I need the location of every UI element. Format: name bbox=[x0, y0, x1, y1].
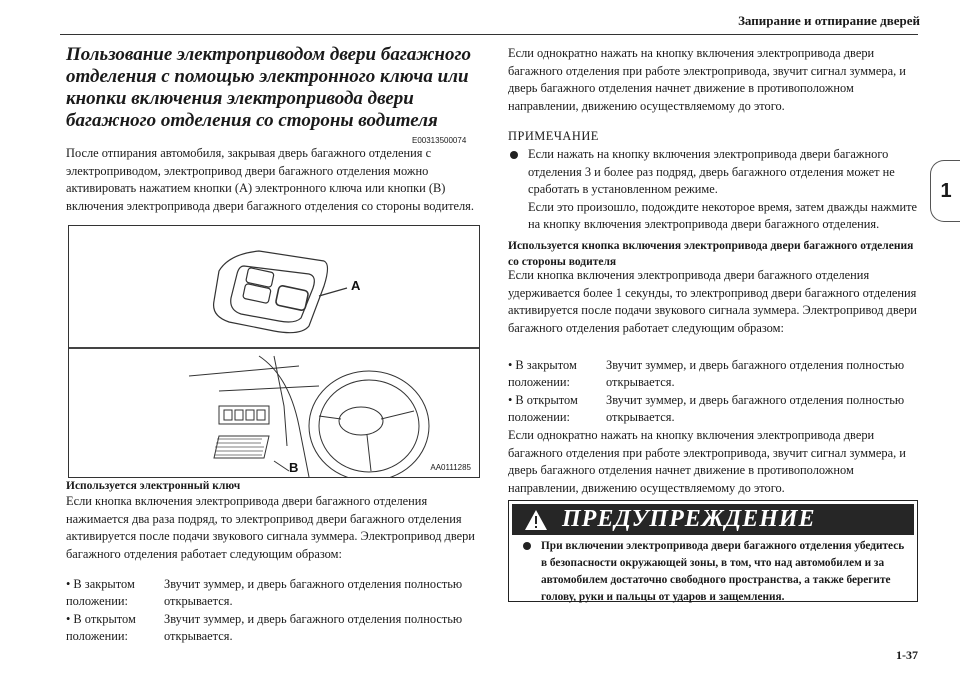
figure-divider bbox=[69, 347, 479, 349]
table-row bbox=[66, 611, 486, 644]
reverse-paragraph-2: Если однократно нажать на кнопку включения электропривода двери багажного отделения при работе электропривода, звучит сигнал зуммера, и дверь багажного отделения начнет движение в противоположном направлении, движению осуществляемому до этого. bbox=[508, 428, 906, 495]
warning-triangle-icon bbox=[524, 508, 548, 532]
note-text: Если это произошло, подождите некоторое время, затем дважды нажмите на кнопку включения электропривода двери багажного отделения. bbox=[528, 199, 917, 232]
table-row bbox=[66, 576, 486, 609]
warning-header bbox=[512, 504, 914, 535]
note-body bbox=[510, 146, 918, 234]
table-row bbox=[508, 357, 918, 390]
figure-code: AA0111285 bbox=[430, 463, 471, 472]
table-cell-action: Звучит зуммер, и дверь багажного отделения полностью открывается. bbox=[164, 577, 463, 608]
table-cell-state: • В закрытом положении: bbox=[508, 358, 577, 389]
header-rule bbox=[60, 34, 918, 35]
running-header: Запирание и отпирание дверей bbox=[738, 13, 920, 28]
table-cell-state: • В открытом положении: bbox=[66, 612, 136, 643]
bullet-icon bbox=[523, 542, 531, 550]
page-number: 1-37 bbox=[896, 648, 918, 662]
table-row bbox=[508, 392, 918, 425]
subheading-electronic-key: Используется электронный ключ bbox=[66, 480, 241, 492]
table-cell-action: Звучит зуммер, и дверь багажного отделения полностью открывается. bbox=[164, 612, 463, 643]
driver-button-paragraph: Если кнопка включения электропривода двери багажного отделения удерживается более 1 секунды, то электропривод двери багажного отделения активируется после подачи звукового сигнала зуммера. Электропривод двери багажного отделения работает следующим образом: bbox=[508, 268, 917, 335]
table-cell-state: • В открытом положении: bbox=[508, 393, 578, 424]
label-a: A bbox=[351, 278, 361, 293]
note-text: Если нажать на кнопку включения электропривода двери багажного отделения 3 и более раз подряд, дверь багажного отделения может не сработать в установленном режиме. bbox=[528, 147, 895, 197]
warning-box bbox=[508, 500, 918, 602]
reverse-paragraph: Если однократно нажать на кнопку включения электропривода двери багажного отделения при работе электропривода, звучит сигнал зуммера, и дверь багажного отделения начнет движение в противоположном направлении, движению осуществляемому до этого. bbox=[508, 46, 906, 113]
right-behavior-table bbox=[508, 357, 918, 427]
warning-text-block bbox=[523, 538, 907, 606]
section-code: E00313500074 bbox=[412, 136, 467, 145]
table-cell-state: • В закрытом положении: bbox=[66, 577, 135, 608]
bullet-icon bbox=[510, 151, 518, 159]
electronic-key-paragraph: Если кнопка включения электропривода двери багажного отделения нажимается два раза подряд, то электропривод двери багажного отделения активируется после подачи звукового сигнала зуммера. Электропривод двери багажного отделения работает следующим образом: bbox=[66, 494, 475, 561]
note-label: ПРИМЕЧАНИЕ bbox=[508, 129, 599, 143]
warning-title: ПРЕДУПРЕЖДЕНИЕ bbox=[562, 506, 816, 532]
left-behavior-table bbox=[66, 576, 486, 646]
section-heading: Пользование электроприводом двери багажного отделения с помощью электронного ключа или кнопки включения электропривода двери багажного отделения со стороны водителя bbox=[66, 44, 471, 131]
chapter-tab: 1 bbox=[930, 160, 960, 222]
subheading-driver-button: Используется кнопка включения электропривода двери багажного отделения со стороны водителя bbox=[508, 240, 914, 268]
key-and-dashboard-illustration bbox=[69, 226, 479, 477]
figure-illustration bbox=[68, 225, 480, 478]
intro-paragraph: После отпирания автомобиля, закрывая дверь багажного отделения с электроприводом, электропривод двери багажного отделения можно активировать нажатием кнопки (A) электронного ключа или кнопки (B) включения электропривода двери багажного отделения со стороны водителя. bbox=[66, 146, 474, 213]
label-b: B bbox=[289, 460, 299, 475]
warning-text: При включении электропривода двери багажного отделения убедитесь в безопасности окружающей зоны, в том, что над автомобилем и за автомобилем достаточно свободного пространства, а также берегите голову, руки и пальцы от ударов и защемления. bbox=[541, 540, 905, 603]
table-cell-action: Звучит зуммер, и дверь багажного отделения полностью открывается. bbox=[606, 393, 905, 424]
table-cell-action: Звучит зуммер, и дверь багажного отделения полностью открывается. bbox=[606, 358, 905, 389]
